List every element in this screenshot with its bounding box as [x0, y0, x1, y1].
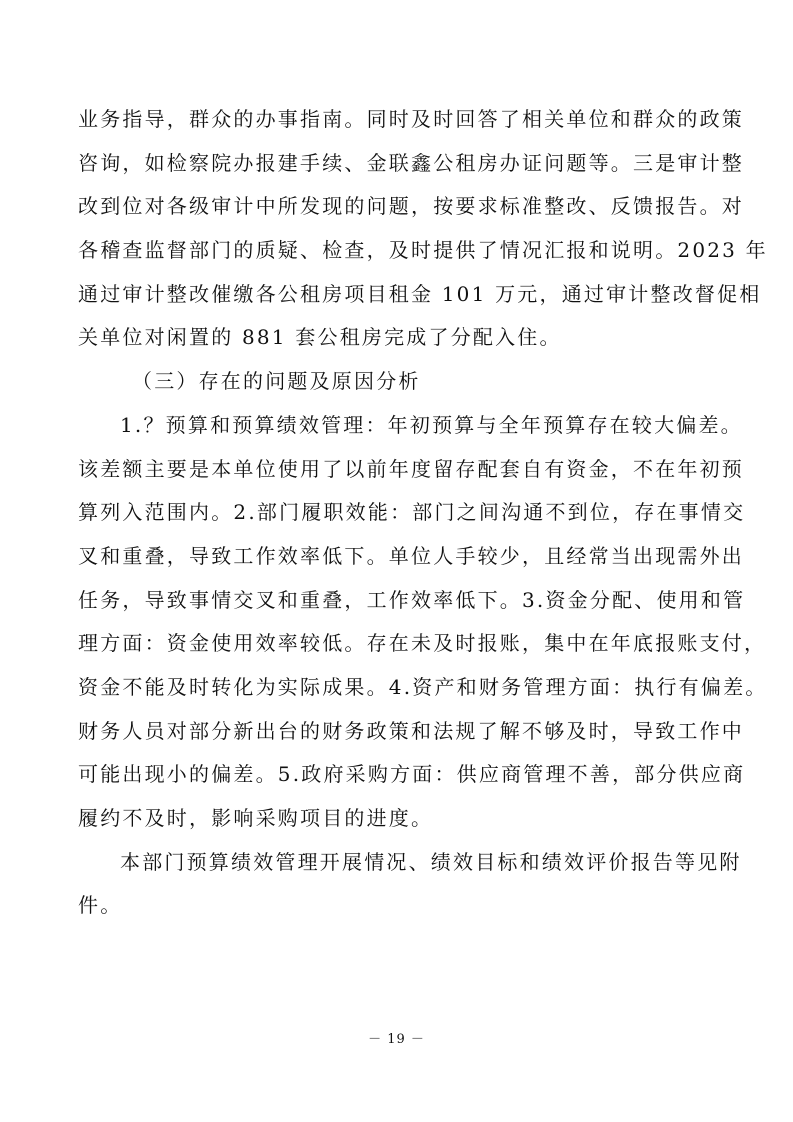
text-line: 关单位对闲置的 881 套公租房完成了分配入住。	[78, 325, 562, 350]
text-line: 履约不及时，影响采购项目的进度。	[78, 806, 434, 830]
text-line: 任务，导致事情交叉和重叠，工作效率低下。3.资金分配、使用和管	[78, 587, 746, 612]
text-line: 叉和重叠，导致工作效率低下。单位人手较少，且经常当出现需外出	[78, 543, 744, 568]
page-number: － 19 －	[368, 1032, 425, 1047]
text-line: 理方面：资金使用效率较低。存在未及时报账，集中在年底报账支付，	[78, 631, 767, 656]
text-line: 财务人员对部分新出台的财务政策和法规了解不够及时，导致工作中	[78, 718, 744, 743]
text-line: 通过审计整改催缴各公租房项目租金 101 万元，通过审计整改督促相	[78, 281, 762, 306]
text-line: 业务指导，群众的办事指南。同时及时回答了相关单位和群众的政策	[78, 107, 744, 131]
text-line: 改到位对各级审计中所发现的问题，按要求标准整改、反馈报告。对	[78, 194, 744, 219]
text-line: 件。	[78, 893, 123, 918]
text-line: 各稽查监督部门的质疑、检查，及时提供了情况汇报和说明。2023 年	[78, 238, 768, 263]
text-line: 算列入范围内。2.部门履职效能：部门之间沟通不到位，存在事情交	[78, 500, 746, 525]
text-line: 1.？预算和预算绩效管理：年初预算与全年预算存在较大偏差。	[120, 412, 743, 437]
text-line: 本部门预算绩效管理开展情况、绩效目标和绩效评价报告等见附	[120, 849, 742, 874]
text-line: 可能出现小的偏差。5.政府采购方面：供应商管理不善，部分供应商	[78, 762, 746, 787]
body-text	[78, 98, 768, 928]
text-line: 资金不能及时转化为实际成果。4.资产和财务管理方面：执行有偏差。	[78, 674, 768, 699]
text-line: 咨询，如检察院办报建手续、金联鑫公租房办证问题等。三是审计整	[78, 150, 744, 175]
section-heading: （三）存在的问题及原因分析	[132, 369, 421, 394]
text-line: 该差额主要是本单位使用了以前年度留存配套自有资金，不在年初预	[78, 456, 744, 481]
